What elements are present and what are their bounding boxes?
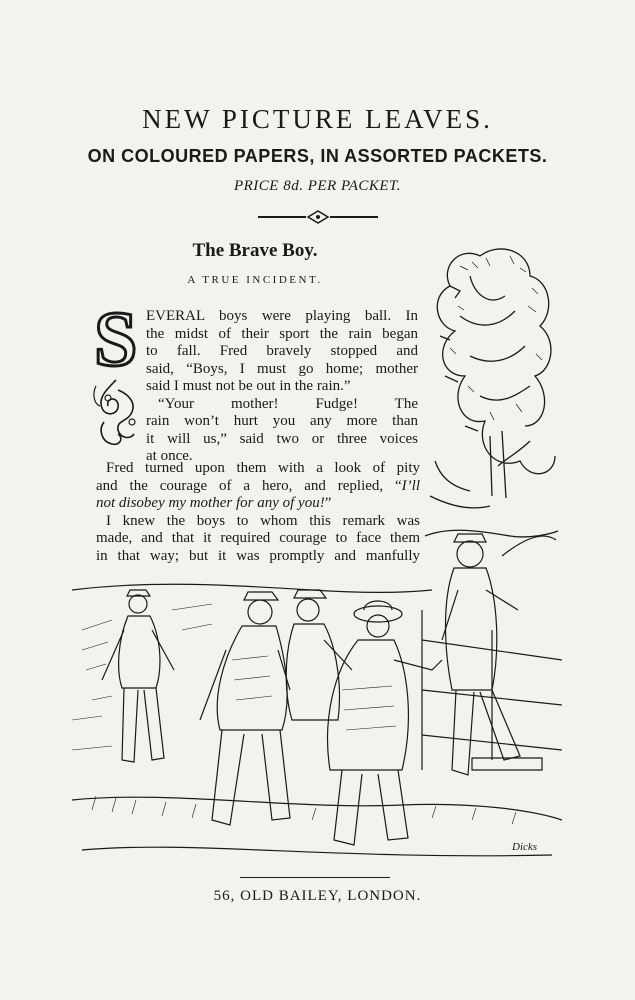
text-line: the midst of their sport the rain began: [146, 325, 418, 342]
illustration-signature: Dicks: [512, 841, 538, 853]
text-line: “Your mother! Fudge! The: [158, 395, 418, 412]
price-line: PRICE 8d. PER PACKET.: [233, 178, 402, 194]
drop-cap: [88, 294, 144, 452]
text-line: Fred turned upon them with a look of pity: [106, 460, 420, 476]
text-line: [96, 495, 420, 513]
text-line: said, “Boys, I must go home; mother: [146, 360, 418, 377]
quote-fragment: I’ll: [401, 477, 420, 494]
text-line: [96, 478, 420, 496]
story-subtitle: A TRUE INCIDENT.: [187, 274, 323, 286]
story-title: The Brave Boy.: [192, 240, 318, 261]
quote-fragment: not disobey my mother for any of you!: [96, 495, 325, 511]
text-fragment: and the courage of a hero, and replied, “: [96, 477, 402, 494]
divider-ornament: [258, 210, 378, 224]
text-line: in that way; but it was promptly and manfully: [96, 547, 420, 564]
text-line: said I must not be out in the rain.”: [146, 378, 351, 394]
footer-address: 56, OLD BAILEY, LONDON.: [213, 888, 422, 904]
text-line: at once.: [146, 448, 193, 464]
boys-playing-illustration: [72, 520, 562, 870]
text-line: EVERAL boys were playing ball. In: [146, 308, 418, 324]
story-paragraph-1: [146, 308, 418, 466]
page-subtitle: ON COLOURED PAPERS, IN ASSORTED PACKETS.: [87, 146, 548, 166]
text-line: I knew the boys to whom this remark was: [106, 512, 420, 529]
text-fragment: ”: [324, 495, 332, 511]
page-title: NEW PICTURE LEAVES.: [142, 104, 493, 134]
text-line: it will us,” said two or three voices: [146, 430, 418, 447]
text-line: made, and that it required courage to face them: [96, 530, 420, 546]
text-line: rain won’t hurt you any more than: [146, 413, 418, 429]
drop-cap-letter: S: [94, 295, 138, 382]
footer-divider: [240, 877, 390, 878]
text-line: to fall. Fred bravely stopped and: [146, 343, 418, 359]
